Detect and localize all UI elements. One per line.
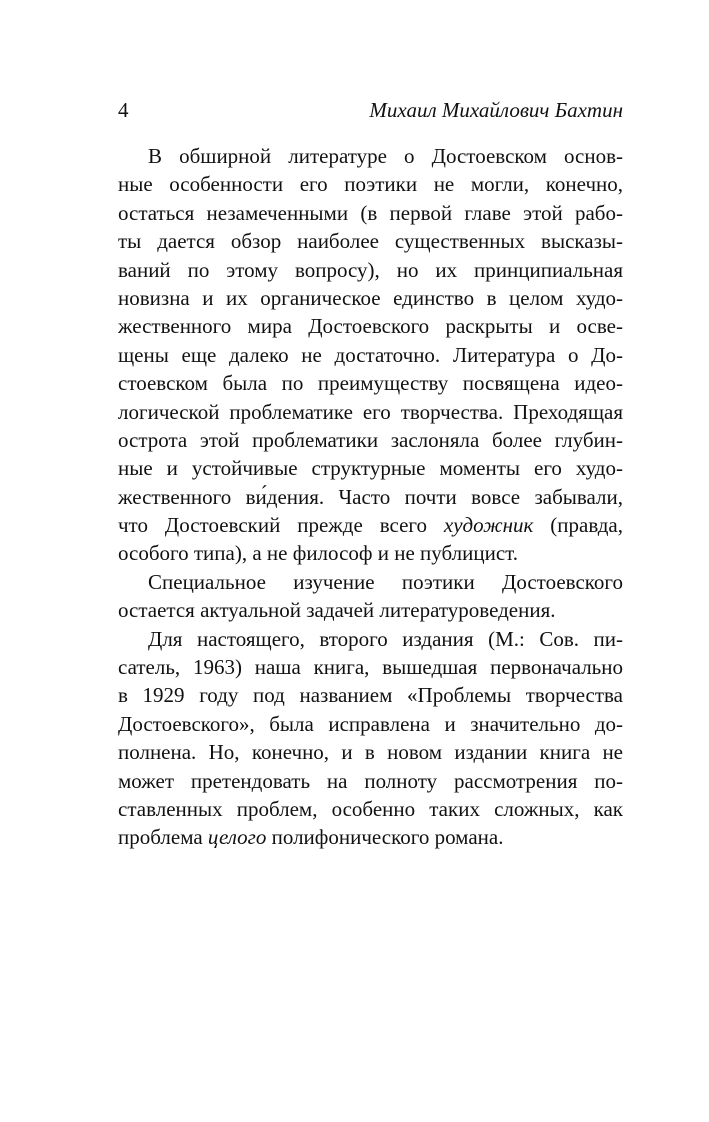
text-line: ные особенности его поэтики не могли, конечно, [118, 172, 623, 197]
text-line: ты дается обзор наиболее существенных высказы- [118, 229, 623, 254]
text-line: Специальное изучение поэтики Достоевского [148, 569, 623, 594]
text-line: стоевском была по преимуществу посвящена идео- [118, 371, 623, 396]
text-line: что Достоевский прежде всего художник (правда, [118, 513, 623, 538]
page-number: 4 [118, 98, 129, 122]
body-text [118, 142, 623, 852]
text-line: Для настоящего, второго издания (М.: Сов. пи- [148, 626, 623, 651]
text-line: щены еще далеко не достаточно. Литература о До- [118, 342, 623, 367]
text-line: острота этой проблематики заслоняла более глубин- [118, 427, 623, 452]
running-head-author: Михаил Михайлович Бахтин [369, 98, 623, 122]
emphasis-word: целого [207, 825, 267, 850]
text-line: Достоевского», была исправлена и значительно до- [118, 711, 623, 736]
text-line: ваний по этому вопросу), но их принципиальная [118, 257, 623, 282]
paragraph-1 [118, 142, 623, 568]
text-line: остаться незамеченными (в первой главе этой рабо- [118, 200, 623, 225]
emphasis-word: художник [443, 513, 534, 538]
text-line: ные и устойчивые структурные моменты его худо- [118, 456, 623, 481]
text-line: сатель, 1963) наша книга, вышедшая первоначально [118, 655, 623, 680]
text-line: жественного ви́дения. Часто почти вовсе забывали, [118, 484, 623, 509]
text-line: жественного мира Достоевского раскрыты и осве- [118, 314, 623, 339]
text-line: особого типа), а не философ и не публицист. [118, 541, 519, 566]
text-line: логической проблематике его творчества. Преходящая [118, 399, 623, 424]
paragraph-3 [118, 625, 623, 852]
paragraph-2 [118, 568, 623, 625]
text-line: в 1929 году под названием «Проблемы творчества [118, 683, 623, 708]
text-line: проблема целого полифонического романа. [118, 825, 504, 850]
text-line: полнена. Но, конечно, и в новом издании книга не [118, 740, 623, 765]
text-line: ставленных проблем, особенно таких сложных, как [118, 796, 623, 821]
text-line: В обширной литературе о Достоевском основ- [148, 144, 623, 168]
text-line: может претендовать на полноту рассмотрения по- [118, 768, 623, 793]
text-line: остается актуальной задачей литературоведения. [118, 598, 556, 623]
page-header [118, 95, 623, 125]
text-line: новизна и их органическое единство в целом худо- [118, 285, 623, 310]
